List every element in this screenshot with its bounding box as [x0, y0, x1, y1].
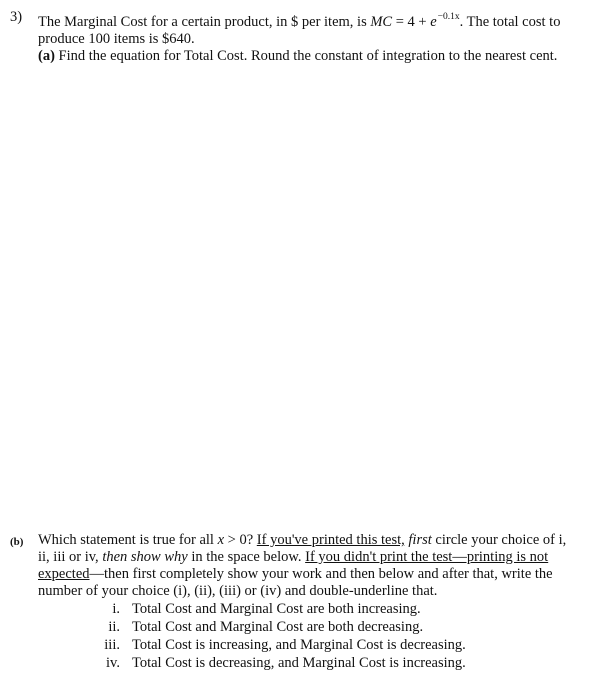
choice-text: Total Cost is increasing, and Marginal Cost is decreasing. [132, 637, 466, 653]
choice-iv [70, 655, 466, 673]
part-b-text-2b: in the space below. [187, 549, 306, 565]
part-b-line-1 [38, 532, 603, 549]
choice-numeral: iv. [106, 655, 120, 671]
problem-line-2: produce 100 items is $640. [38, 31, 195, 47]
part-a-label: (a) [38, 48, 55, 64]
part-b-text-1a: Which statement is true for all [38, 532, 218, 548]
expected-underlined: expected [38, 566, 90, 582]
choice-iii [70, 637, 466, 655]
equation-eq: = 4 + [392, 14, 431, 30]
equation-lhs: MC [370, 14, 393, 30]
part-a-text: Find the equation for Total Cost. Round the constant of integration to the nearest cent. [54, 48, 558, 64]
problem-statement [38, 9, 603, 65]
problem-intro: The Marginal Cost for a certain product, in $ per item, is [38, 14, 367, 30]
problem-intro-tail: . The total cost to [459, 14, 561, 30]
choice-text: Total Cost is decreasing, and Marginal Cost is increasing. [132, 655, 466, 671]
then-show-emphasis: then show why [102, 549, 188, 565]
equation-base: e [430, 14, 437, 30]
choice-numeral: iii. [104, 637, 120, 653]
problem-line-1 [38, 9, 603, 31]
part-b-line-3 [38, 566, 603, 583]
part-b-label: (b) [10, 536, 24, 548]
equation-exponent: −0.1x [437, 12, 460, 22]
marginal-cost-equation [370, 14, 459, 30]
part-a-question [38, 48, 603, 65]
part-b-question [38, 532, 603, 600]
choice-list [70, 601, 466, 673]
part-b-text-3b: —then first completely show your work and then below and after that, write the [89, 566, 553, 582]
choice-text: Total Cost and Marginal Cost are both increasing. [132, 601, 421, 617]
part-b-text-1d: circle your choice of i, [431, 532, 567, 548]
choice-i [70, 601, 466, 619]
problem-number: 3) [10, 9, 23, 25]
part-b-text-2a: ii, iii or iv, [38, 549, 103, 565]
part-b-line-4: number of your choice (i), (ii), (iii) or (iv) and double-underline that. [38, 583, 438, 599]
part-b-variable: x [217, 532, 225, 548]
not-printed-instruction: If you didn't print the test—printing is not [305, 549, 549, 565]
printed-instruction: If you've printed this test, [256, 532, 405, 548]
choice-text: Total Cost and Marginal Cost are both decreasing. [132, 619, 424, 635]
choice-ii [70, 619, 466, 637]
first-emphasis: first [408, 532, 432, 548]
part-b-text-1b: > 0? [224, 532, 257, 548]
choice-numeral: i. [112, 601, 120, 617]
choice-numeral: ii. [108, 619, 120, 635]
part-b-line-2 [38, 549, 603, 566]
